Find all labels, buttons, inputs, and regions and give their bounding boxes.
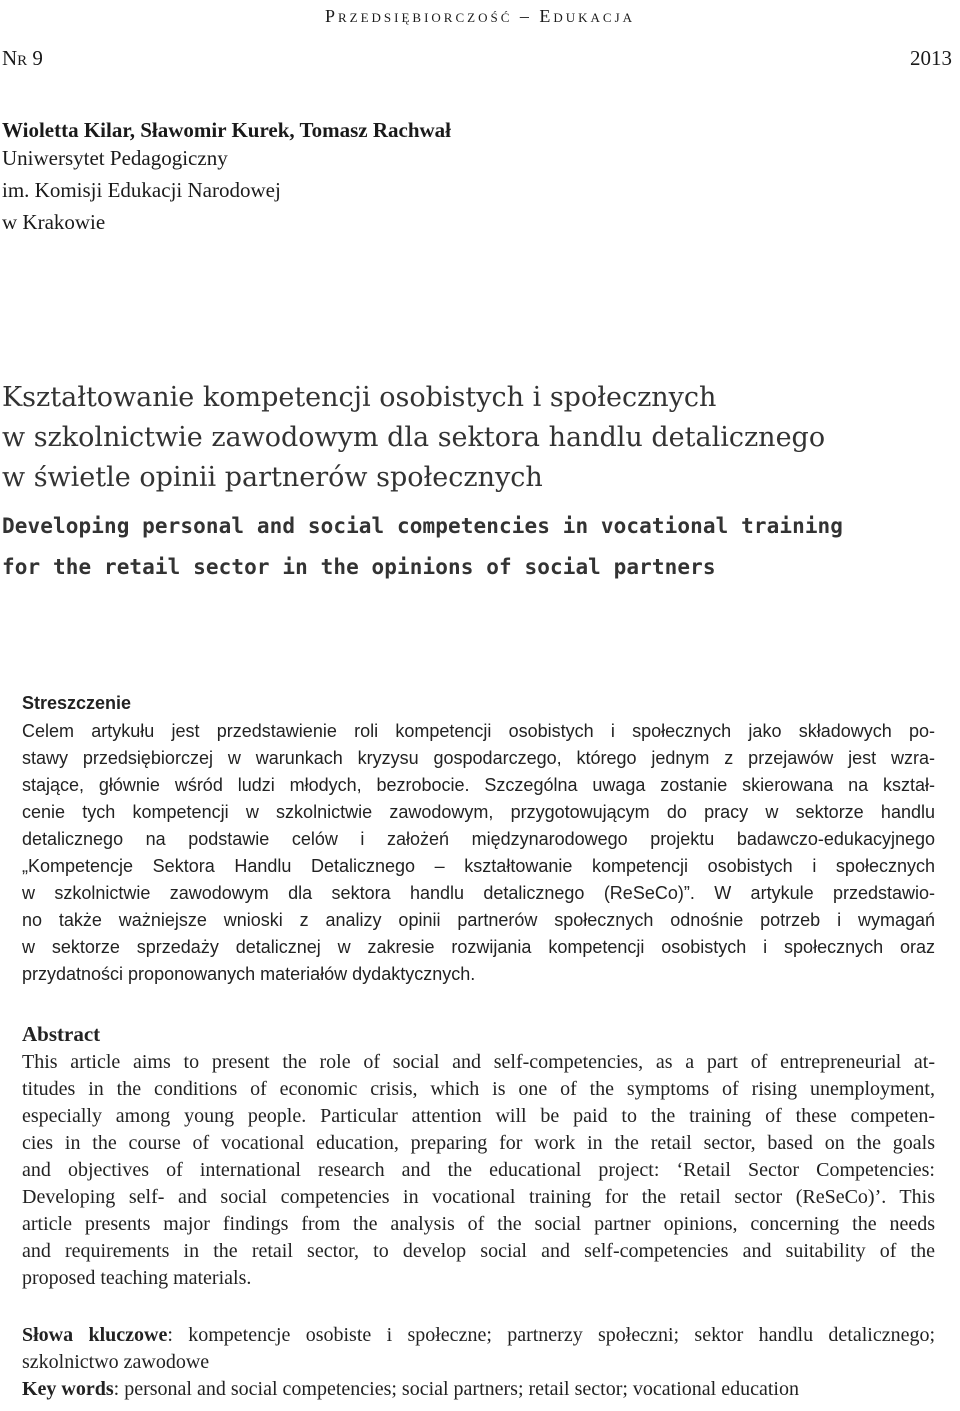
abstract-line: This article aims to present the role of social and self-competencies, as a part of entrepreneurial at- — [22, 1051, 935, 1073]
streszczenie-line: stające, głównie wśród ludzi młodych, bezrobocie. Szczególna uwaga zostanie skierowana na kształ- — [22, 775, 935, 795]
keywords-english-text: : personal and social competencies; social partners; retail sector; vocational education — [113, 1378, 799, 1400]
issue-number: Nr 9 — [2, 46, 43, 70]
title-english-line: Developing personal and social competencies in vocational training — [2, 514, 844, 538]
issue-year: 2013 — [910, 46, 952, 70]
abstract-line: proposed teaching materials. — [22, 1267, 252, 1289]
authors: Wioletta Kilar, Sławomir Kurek, Tomasz Rachwał — [2, 118, 451, 142]
streszczenie-line: no także ważniejsze wnioski z analizy opinii partnerów społecznych odnośnie potrzeb i wymagań — [22, 910, 935, 930]
title-polish-line: Kształtowanie kompetencji osobistych i społecznych — [2, 382, 717, 413]
affiliation-line: im. Komisji Edukacji Narodowej — [2, 178, 281, 202]
streszczenie-heading: Streszczenie — [22, 693, 132, 713]
abstract-line: especially among young people. Particular attention will be paid to the training of these competen- — [22, 1105, 935, 1127]
title-polish-line: w świetle opinii partnerów społecznych — [2, 462, 543, 493]
streszczenie-line: cenie tych kompetencji w szkolnictwie zawodowym, przygotowującym do pracy w sektorze handlu — [22, 802, 935, 822]
keywords-english-label: Key words — [22, 1378, 114, 1400]
keywords-polish-text: : kompetencje osobiste i społeczne; partnerzy społeczni; sektor handlu detalicznego; — [167, 1324, 936, 1346]
journal-title: Przedsiębiorczość – Edukacja — [324, 6, 636, 26]
abstract-line: Developing self- and social competencies in vocational training for the retail sector (ReSeCo)’. This — [22, 1186, 935, 1208]
streszczenie-line: w szkolnictwie zawodowym dla sektora handlu detalicznego (ReSeCo)”. W artykule przedstawio- — [22, 883, 935, 903]
keywords-polish-continued: szkolnictwo zawodowe — [22, 1351, 210, 1373]
affiliation-line: w Krakowie — [2, 210, 106, 234]
keywords-polish — [22, 1324, 935, 1347]
abstract-heading: Abstract — [22, 1022, 101, 1046]
streszczenie-line: „Kompetencje Sektora Handlu Detalicznego – kształtowanie kompetencji osobistych i społecznych — [22, 856, 935, 876]
streszczenie-line: przydatności proponowanych materiałów dydaktycznych. — [22, 964, 476, 984]
streszczenie-line: stawy przedsiębiorczej w warunkach kryzysu gospodarczego, którego jednym z przejawów jest wzra- — [22, 748, 935, 768]
keywords-english — [22, 1378, 935, 1401]
streszczenie-line: w sektorze sprzedaży detalicznej w zakresie rozwijania kompetencji osobistych i społecznych oraz — [22, 937, 935, 957]
title-polish-line: w szkolnictwie zawodowym dla sektora handlu detalicznego — [2, 422, 826, 453]
abstract-line: and objectives of international research and the educational project: ‘Retail Sector Competencies: — [22, 1159, 935, 1181]
streszczenie-line: Celem artykułu jest przedstawienie roli kompetencji osobistych i społecznych jako składowych po- — [22, 721, 935, 741]
streszczenie-line: detalicznego na podstawie celów i założeń międzynarodowego projektu badawczo-edukacyjnego — [22, 829, 935, 849]
title-english-line: for the retail sector in the opinions of social partners — [2, 555, 716, 579]
abstract-line: cies in the course of vocational education, preparing for work in the retail sector, based on the goals — [22, 1132, 935, 1154]
affiliation-line: Uniwersytet Pedagogiczny — [2, 146, 228, 170]
abstract-line: and requirements in the retail sector, to develop social and self-competencies and suitability of the — [22, 1240, 935, 1262]
abstract-line: article presents major findings from the analysis of the social partner opinions, concerning the needs — [22, 1213, 935, 1235]
keywords-polish-label: Słowa kluczowe — [22, 1324, 168, 1346]
abstract-line: titudes in the conditions of economic crisis, which is one of the symptoms of rising unemployment, — [22, 1078, 935, 1100]
